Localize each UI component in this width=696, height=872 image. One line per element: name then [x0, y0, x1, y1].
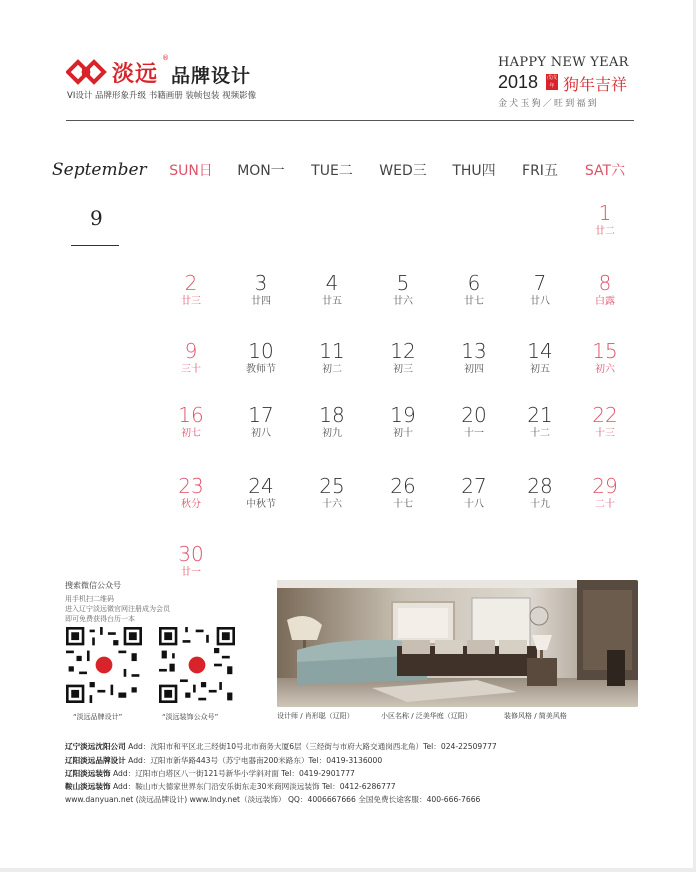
calendar-day-cell: [368, 340, 438, 376]
address-detail: Add：鞍山市大德家世界东门沿安乐街东走30米商网淡远装饰 Tel：0412-6286777: [110, 782, 396, 791]
calendar-day-cell: [570, 340, 640, 376]
lunar-date: 廿四: [251, 296, 271, 307]
month-divider: [71, 245, 119, 246]
address-line: [65, 768, 355, 779]
address-detail: Add：沈阳市和平区北三经街10号北市商务大厦6层（三经街与市府大路交通岗西北角）Tel：024-22509777: [125, 742, 497, 751]
lunar-date: 廿一: [181, 567, 201, 578]
day-number: 28: [527, 474, 553, 498]
lunar-date: 廿六: [393, 296, 413, 307]
brand-tagline: 品牌设计: [171, 65, 252, 87]
registered-mark: ®: [162, 54, 169, 62]
web-contact-line: www.danyuan.net (淡远品牌设计) www.lndy.net（淡远装饰） QQ：4006667666 全国免费长途客服：400-666-7666: [65, 795, 481, 804]
day-number: 23: [178, 474, 204, 498]
brand-logo-icon: [66, 57, 110, 87]
year-number: 2018: [498, 72, 539, 92]
address-line: [65, 781, 396, 792]
lunar-date: 十六: [322, 499, 342, 510]
month-name: September: [52, 160, 147, 180]
weekday-header: TUE二: [311, 163, 353, 179]
lunar-date: 廿八: [530, 296, 550, 307]
day-number: 13: [461, 339, 487, 363]
calendar-day-cell: [297, 272, 367, 308]
address-company: 鞍山淡远装饰: [65, 782, 111, 791]
lunar-date: 教师节: [246, 364, 276, 375]
calendar-day-cell: [226, 340, 296, 376]
lunar-date: 初十: [393, 428, 413, 439]
address-detail: Add：辽阳市白塔区八一街121号新华小学斜对面 Tel：0419-2901777: [110, 769, 355, 778]
day-number: 18: [319, 403, 345, 427]
weekday-header: SUN日: [169, 163, 213, 179]
day-number: 26: [390, 474, 416, 498]
day-number: 5: [396, 271, 410, 295]
new-year-greeting: HAPPY NEW YEAR: [498, 55, 629, 70]
address-line: [65, 741, 497, 752]
calendar-day-cell: [570, 202, 640, 238]
calendar-day-cell: [439, 340, 509, 376]
lunar-date: 初八: [251, 428, 271, 439]
calendar-day-cell: [570, 272, 640, 308]
address-line: [65, 755, 382, 766]
day-number: 12: [390, 339, 416, 363]
calendar-day-cell: [368, 272, 438, 308]
day-number: 16: [178, 403, 204, 427]
lunar-date: 中秋节: [246, 499, 276, 510]
calendar-day-cell: [368, 475, 438, 511]
calendar-day-cell: [439, 272, 509, 308]
day-number: 14: [527, 339, 553, 363]
qr-code-brand-icon: [66, 627, 142, 703]
calendar-day-cell: [505, 475, 575, 511]
calendar-day-cell: [505, 272, 575, 308]
day-number: 25: [319, 474, 345, 498]
lunar-date: 十八: [464, 499, 484, 510]
calendar-day-cell: [156, 272, 226, 308]
calendar-day-cell: [297, 404, 367, 440]
day-number: 17: [248, 403, 274, 427]
photo-caption-community: 小区名称 / 泛美华庭（辽阳）: [381, 712, 472, 720]
calendar-day-cell: [226, 404, 296, 440]
day-number: 27: [461, 474, 487, 498]
qr-section-title: 搜索微信公众号: [65, 581, 121, 590]
calendar-day-cell: [368, 404, 438, 440]
day-number: 22: [592, 403, 618, 427]
weekday-header: WED三: [379, 163, 427, 179]
day-number: 20: [461, 403, 487, 427]
lunar-date: 二十: [595, 499, 615, 510]
lunar-date: 廿二: [595, 226, 615, 237]
lunar-date: 十三: [595, 428, 615, 439]
lunar-date: 十二: [530, 428, 550, 439]
year-title: 狗年吉祥: [563, 75, 628, 94]
address-detail: Add：辽阳市新华路443号（苏宁电器南200米路东）Tel：0419-3136000: [125, 756, 383, 765]
lunar-date: 初三: [393, 364, 413, 375]
day-number: 9: [184, 339, 198, 363]
month-number: 9: [90, 206, 103, 230]
calendar-day-cell: [570, 404, 640, 440]
lunar-date: 初五: [530, 364, 550, 375]
lunar-date: 十七: [393, 499, 413, 510]
photo-caption-designer: 设计师 / 肖形聪（辽阳）: [277, 712, 354, 720]
calendar-day-cell: [570, 475, 640, 511]
day-number: 30: [178, 542, 204, 566]
calendar-day-cell: [226, 475, 296, 511]
weekday-header: MON一: [237, 163, 285, 179]
lunar-date: 廿五: [322, 296, 342, 307]
lunar-date: 十九: [530, 499, 550, 510]
calendar-day-cell: [439, 404, 509, 440]
calendar-day-cell: [505, 340, 575, 376]
qr-caption-decoration: “淡远装饰公众号”: [162, 713, 219, 721]
lunar-date: 初六: [595, 364, 615, 375]
weekday-header: FRI五: [522, 163, 558, 179]
day-number: 8: [598, 271, 612, 295]
day-number: 21: [527, 403, 553, 427]
calendar-day-cell: [156, 404, 226, 440]
day-number: 3: [254, 271, 268, 295]
lunar-date: 初四: [464, 364, 484, 375]
calendar-day-cell: [297, 475, 367, 511]
calendar-day-cell: [226, 272, 296, 308]
lunar-date: 廿七: [464, 296, 484, 307]
interior-photo: [277, 580, 638, 707]
brand-name: 淡远: [112, 62, 159, 87]
year-motto: 金犬玉狗／旺到福到: [498, 99, 599, 109]
photo-caption-style: 装修风格 / 简美风格: [504, 712, 567, 720]
lunar-date: 秋分: [181, 499, 201, 510]
qr-section-description: 用手机扫二维码 进入辽宁淡远微官网注册成为会员 即可免费获得台历一本: [65, 595, 170, 623]
year-stamp: 戊戌年: [546, 75, 557, 89]
day-number: 24: [248, 474, 274, 498]
day-number: 4: [325, 271, 339, 295]
day-number: 10: [248, 339, 274, 363]
lunar-date: 三十: [181, 364, 201, 375]
day-number: 15: [592, 339, 618, 363]
day-number: 1: [598, 201, 612, 225]
calendar-day-cell: [297, 340, 367, 376]
qr-caption-brand: “淡远品牌设计”: [73, 713, 123, 721]
qr-code-decoration-icon: [159, 627, 235, 703]
day-number: 2: [184, 271, 198, 295]
lunar-date: 初九: [322, 428, 342, 439]
header-divider: [66, 120, 634, 121]
calendar-day-cell: [156, 543, 226, 579]
lunar-date: 十一: [464, 428, 484, 439]
calendar-day-cell: [439, 475, 509, 511]
day-number: 29: [592, 474, 618, 498]
calendar-day-cell: [505, 404, 575, 440]
address-company: 辽宁淡远沈阳公司: [65, 742, 126, 751]
address-company: 辽阳淡远品牌设计: [65, 756, 126, 765]
lunar-date: 廿三: [181, 296, 201, 307]
lunar-date: 初二: [322, 364, 342, 375]
lunar-date: 初七: [181, 428, 201, 439]
weekday-header: THU四: [452, 163, 496, 179]
day-number: 19: [390, 403, 416, 427]
day-number: 6: [467, 271, 481, 295]
lunar-date: 白露: [595, 296, 615, 307]
calendar-day-cell: [156, 475, 226, 511]
day-number: 7: [533, 271, 547, 295]
weekday-header: SAT六: [584, 163, 626, 179]
address-company: 辽阳淡远装饰: [65, 769, 111, 778]
brand-services: VI设计 品牌形象升级 书籍画册 装帧包装 视频影像: [67, 91, 257, 101]
day-number: 11: [319, 339, 345, 363]
calendar-day-cell: [156, 340, 226, 376]
